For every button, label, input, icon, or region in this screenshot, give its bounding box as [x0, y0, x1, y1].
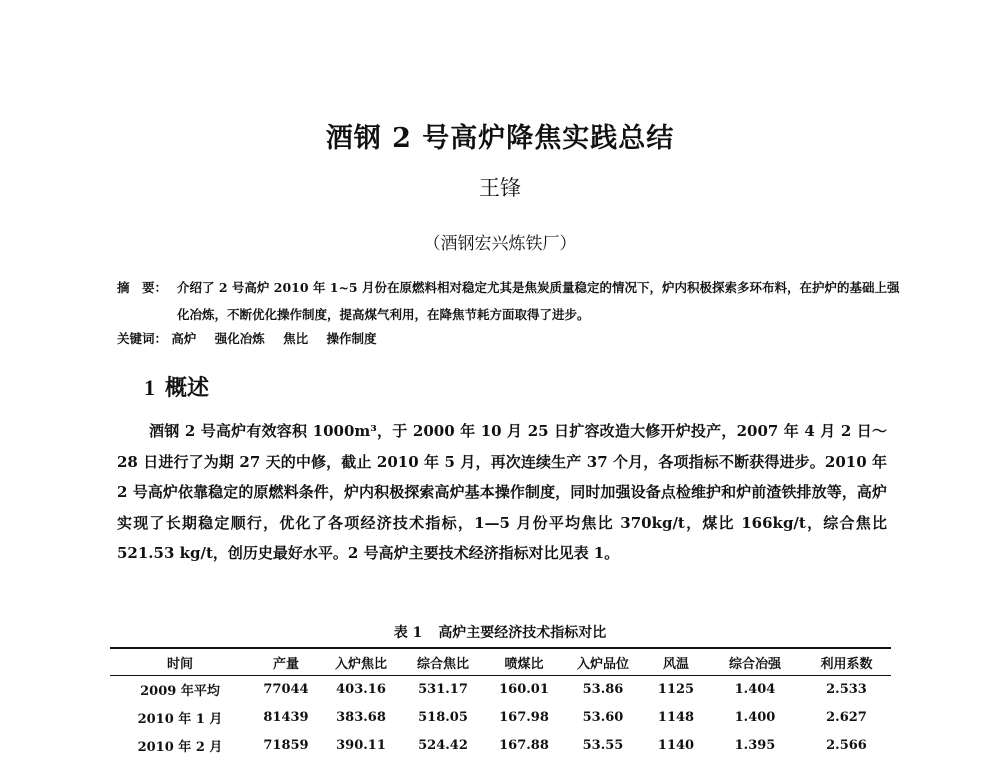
- abstract-text: 介绍了 2 号高炉 2010 年 1~5 月份在原燃料相对稳定尤其是焦炭质量稳定的情况下，炉内积极探索多环布料，在护炉的基础上强化冶炼，不断优化操作制度，提高煤气利用，在降焦节耗方面取得了进步。: [177, 280, 900, 322]
- abstract: [117, 274, 907, 328]
- table-cell: 77044: [263, 681, 309, 697]
- table-cell: 1.395: [734, 737, 776, 753]
- table-row: [110, 703, 891, 731]
- keyword-item: 高炉: [171, 331, 197, 346]
- keyword-item: 操作制度: [326, 331, 377, 346]
- header-cell: 综合焦比: [416, 656, 469, 672]
- author-name: 王锋: [479, 176, 521, 200]
- table-cell: 53.55: [582, 737, 624, 753]
- table-cell: 518.05: [418, 709, 468, 725]
- table-cell: 403.16: [336, 681, 386, 697]
- header-cell: 入炉品位: [576, 656, 629, 672]
- table-cell: 2.566: [826, 737, 867, 753]
- table-cell: 524.42: [418, 737, 468, 753]
- table-cell: 81439: [263, 709, 309, 725]
- paper-title: 酒钢 2 号高炉降焦实践总结: [325, 123, 675, 154]
- body-paragraph: 酒钢 2 号高炉有效容积 1000m³，于 2000 年 10 月 25 日扩容改造大修开炉投产，2007 年 4 月 2 日～28 日进行了为期 27 天的中修，截止 2010 年 5 月，再次连续生产 37 个月，各项指标不断获得进步。2010 年 2 号高炉依靠稳定的原燃料条件，炉内积极探索高炉基本操作制度，同时加强设备点检维护和炉前渣铁排放等，高炉实现了长期稳定顺行，优化了各项经济技术指标，1—5 月份平均焦比 370kg/t，煤比 166kg/t，综合焦比 521.53 kg/t，创历史最好水平。2 号高炉主要技术经济指标对比见表 1。: [117, 422, 887, 562]
- table-title: 高炉主要经济技术指标对比: [438, 625, 607, 641]
- keyword-item: 焦比: [283, 331, 309, 346]
- table-cell: 2010 年 2 月: [137, 739, 223, 755]
- table-cell: 390.11: [336, 737, 386, 753]
- table-cell: 2.533: [826, 681, 867, 697]
- table-number: 表 1: [393, 625, 423, 641]
- header-cell: 喷煤比: [504, 656, 544, 672]
- keywords-label: 关键词：: [117, 331, 168, 346]
- table-cell: 2009 年平均: [140, 683, 220, 699]
- section-title: 概述: [165, 375, 210, 401]
- table-cell: 531.17: [418, 681, 468, 697]
- header-cell: 产量: [272, 656, 299, 672]
- table-cell: 1125: [657, 681, 695, 697]
- table-cell: 167.98: [499, 709, 549, 725]
- header-cell: 综合冶强: [728, 656, 781, 672]
- section-number: 1: [144, 375, 155, 400]
- table-cell: 1140: [657, 737, 695, 753]
- table-cell: 1.404: [734, 681, 776, 697]
- table-row: [110, 675, 891, 703]
- table-caption: [0, 622, 1000, 642]
- table-cell: 2.627: [826, 709, 867, 725]
- header-cell: 利用系数: [820, 656, 873, 672]
- header-cell: 入炉焦比: [334, 656, 387, 672]
- section-heading: [144, 371, 209, 402]
- table-cell: 1148: [657, 709, 695, 725]
- table-cell: 53.86: [582, 681, 624, 697]
- header-cell: 风温: [662, 656, 689, 672]
- keywords: [117, 329, 391, 347]
- table-cell: 53.60: [582, 709, 624, 725]
- affiliation: （酒钢宏兴炼铁厂）: [423, 234, 577, 254]
- table-row: [110, 731, 891, 759]
- header-cell: 时间: [166, 656, 193, 672]
- table-cell: 71859: [263, 737, 309, 753]
- indicator-table: [110, 649, 891, 759]
- table-cell: 2010 年 1 月: [137, 711, 223, 727]
- table-cell: 167.88: [499, 737, 549, 753]
- table-cell: 1.400: [734, 709, 776, 725]
- abstract-label: 摘 要：: [117, 280, 168, 295]
- table-cell: 383.68: [336, 709, 386, 725]
- keyword-item: 强化冶炼: [214, 331, 265, 346]
- table-header-row: [110, 649, 891, 675]
- table-cell: 160.01: [499, 681, 549, 697]
